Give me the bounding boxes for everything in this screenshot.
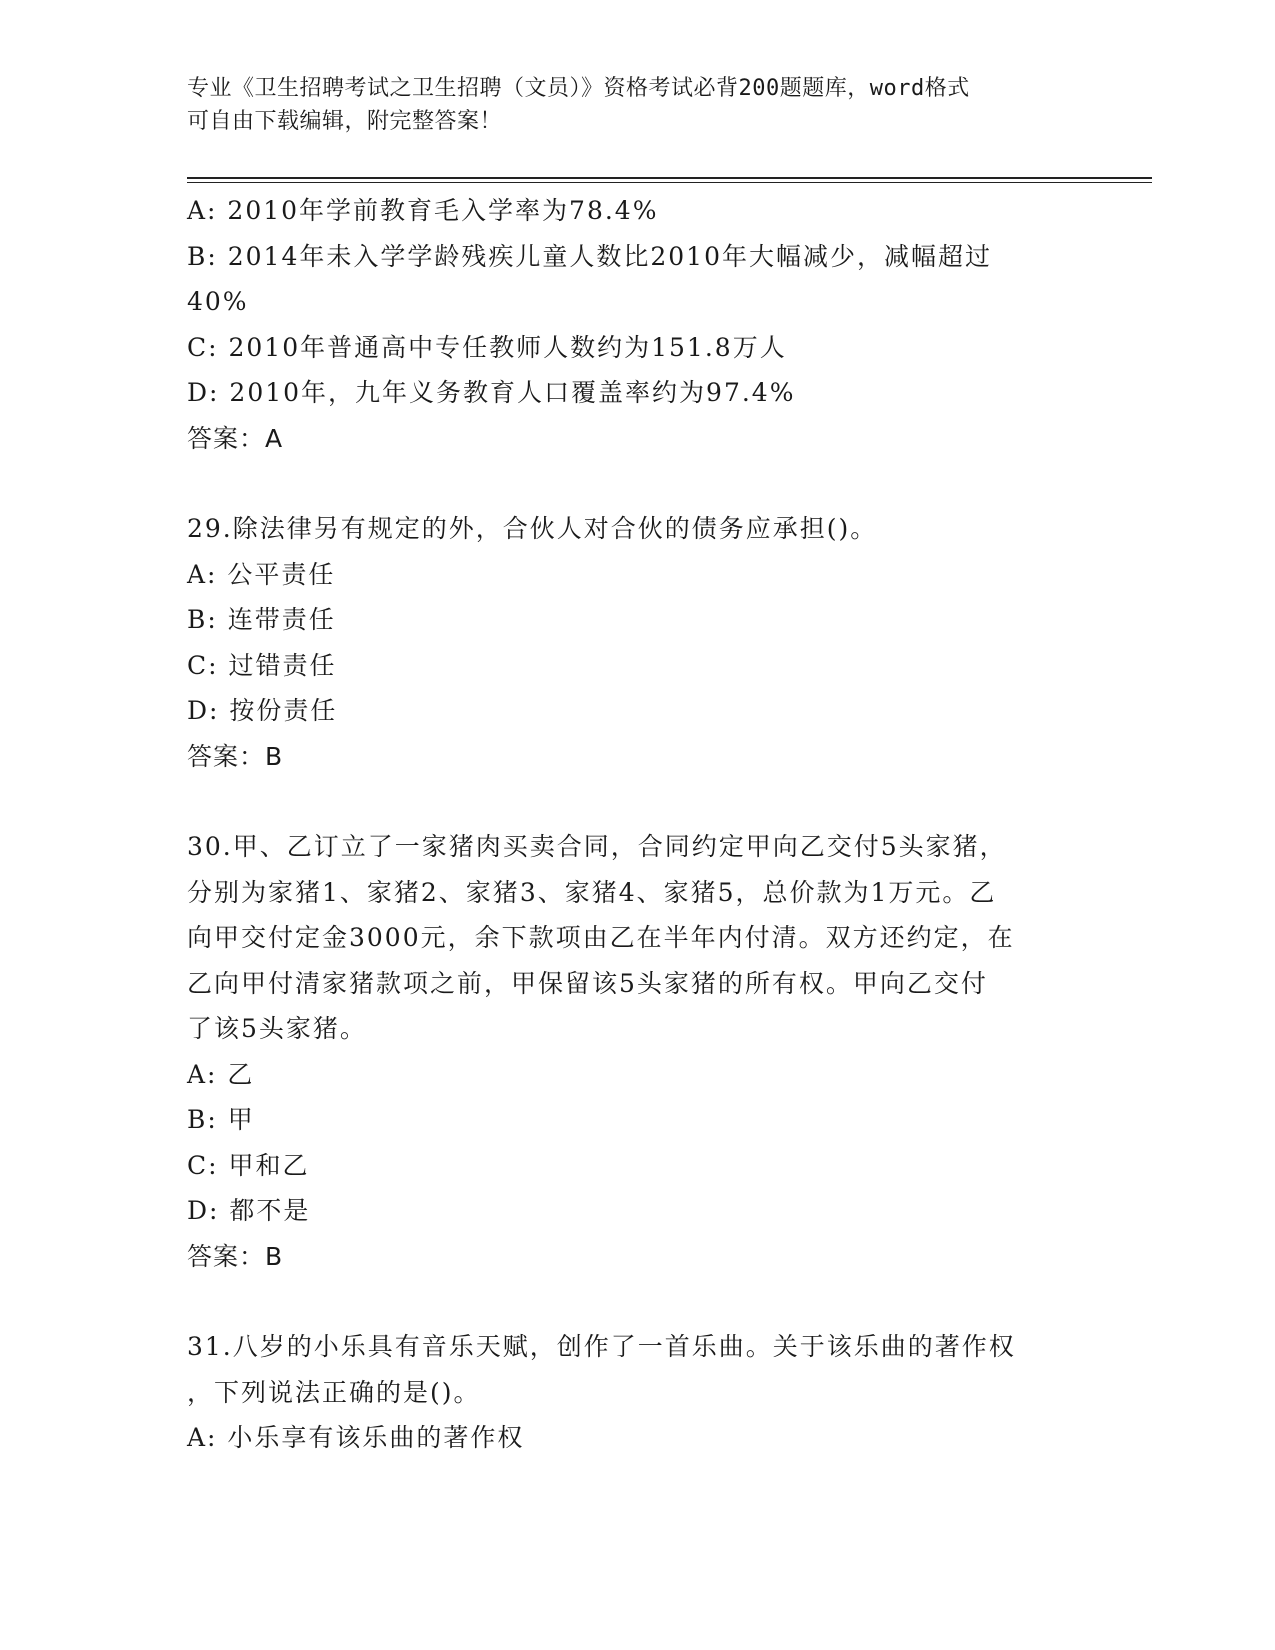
question-stem-line-3: 向甲交付定金3000元，余下款项由乙在半年内付清。双方还约定，在 [187, 923, 1015, 952]
question-stem-line-5: 了该5头家猪。 [187, 1014, 367, 1043]
option-a: A: 公平责任 [187, 559, 336, 589]
header-divider-thick [187, 177, 1152, 179]
option-a: A: 2010年学前教育毛入学率为78.4% [187, 196, 659, 225]
option-a: A: 小乐享有该乐曲的著作权 [187, 1423, 525, 1452]
option-c: C: 2010年普通高中专任教师人数约为151.8万人 [187, 332, 787, 362]
spacer [187, 1279, 1087, 1324]
question-stem-line-4: 乙向甲付清家猪款项之前，甲保留该5头家猪的所有权。甲向乙交付 [187, 968, 988, 998]
question-stem: 29.除法律另有规定的外，合伙人对合伙的债务应承担()。 [187, 514, 878, 543]
option-d: D: 2010年，九年义务教育人口覆盖率约为97.4% [187, 378, 796, 407]
question-stem-line-1: 30.甲、乙订立了一家猪肉买卖合同，合同约定甲向乙交付5头家猪， [187, 832, 1007, 861]
question-31 [187, 1324, 1087, 1461]
spacer [187, 461, 1087, 506]
question-29 [187, 506, 1087, 779]
option-b: B: 连带责任 [187, 605, 336, 634]
option-c: C: 甲和乙 [187, 1150, 310, 1180]
header-title-line-1: 专业《卫生招聘考试之卫生招聘（文员）》资格考试必背200题题库，word格式 [187, 76, 970, 101]
option-b-continued: 40% [187, 287, 249, 316]
option-a: A: 乙 [187, 1059, 255, 1089]
question-list [187, 188, 1087, 1461]
option-d: D: 按份责任 [187, 696, 338, 725]
answer-label: 答案：B [187, 741, 284, 771]
question-stem-line-1: 31.八岁的小乐具有音乐天赋，创作了一首乐曲。关于该乐曲的著作权 [187, 1332, 1016, 1361]
option-d: D: 都不是 [187, 1196, 311, 1225]
spacer [187, 779, 1087, 824]
header-divider-thin [187, 182, 1152, 183]
header-title-line-2: 可自由下载编辑，附完整答案！ [187, 109, 503, 134]
question-stem-line-2: ，下列说法正确的是()。 [187, 1377, 481, 1407]
answer-label: 答案：A [187, 423, 284, 453]
question-stem-line-2: 分别为家猪1、家猪2、家猪3、家猪4、家猪5，总价款为1万元。乙 [187, 877, 997, 907]
document-header [187, 72, 1087, 138]
option-b: B: 甲 [187, 1105, 255, 1134]
option-c: C: 过错责任 [187, 650, 337, 680]
option-b: B: 2014年未入学学龄残疾儿童人数比2010年大幅减少，减幅超过 [187, 241, 992, 271]
question-30 [187, 824, 1087, 1279]
answer-label: 答案：B [187, 1241, 284, 1271]
question-28 [187, 188, 1087, 461]
